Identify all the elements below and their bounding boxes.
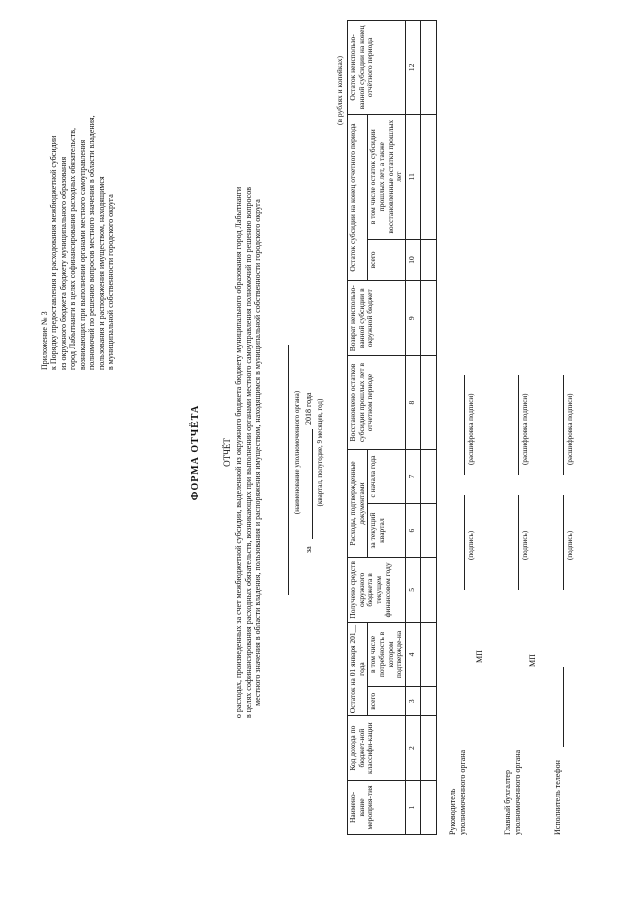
table-column-numbers-row	[405, 21, 420, 835]
appendix-line: из окружного бюджета бюджету муниципального образования	[58, 156, 68, 370]
table-cell[interactable]	[420, 281, 436, 356]
period-suffix: 2018 года	[304, 392, 313, 425]
column-number: 8	[405, 356, 420, 450]
column-number: 10	[405, 239, 420, 281]
table-cell[interactable]	[420, 449, 436, 503]
decoding-caption: (расшифровка подписи)	[521, 393, 529, 465]
period-prefix: за	[304, 546, 313, 553]
report-title: ОТЧЁТ	[222, 438, 232, 467]
executor-signature-field[interactable]	[563, 495, 564, 590]
appendix-line: полномочий по решению вопросов местного значения в области владения,	[87, 115, 97, 370]
table-cell[interactable]	[420, 716, 436, 781]
header-restored-remainders: Восстановлено остатков субсидии прошлых лет в отчетном периоде	[348, 356, 406, 450]
head-signature-field[interactable]	[464, 495, 465, 590]
header-returned-subsidy: Возврат неиспользо-ванной субсидии в окружной бюджет	[348, 281, 406, 356]
appendix-line: к Порядку предоставления и расходования межбюджетной субсидии	[49, 135, 59, 370]
header-remainder-group: Остаток на 01 января 201__ года	[348, 622, 368, 716]
stamp-mark: МП	[528, 654, 537, 667]
table-cell[interactable]	[420, 239, 436, 281]
accountant-label-line: Главный бухгалтер	[503, 770, 512, 835]
column-number: 6	[405, 504, 420, 558]
appendix-line: в муниципальной собственности городского округа	[106, 194, 116, 370]
period-row	[302, 0, 316, 905]
table-data-row	[420, 21, 436, 835]
report-subtitle-line: в целях софинансирования расходных обязательств, возникающих при выполнении органами местного самоуправления полномочий по решению вопросов	[243, 186, 253, 719]
organization-name-line	[288, 345, 289, 595]
appendix-line: Приложение № 3	[40, 311, 49, 370]
table-cell[interactable]	[420, 622, 436, 687]
executor-phone-field[interactable]	[563, 667, 564, 747]
header-remainder-total: всего	[368, 687, 406, 716]
head-signature-label	[448, 750, 467, 835]
period-field[interactable]	[312, 429, 313, 539]
appendix-line: возникающих при выполнении органами местного самоуправления	[77, 139, 87, 370]
header-received-funds: Получено средств окружного бюджета в текущем финансовом году	[348, 558, 406, 623]
header-expenses-group: Расходы, подтвержденные документами	[348, 449, 368, 557]
signature-caption: (подпись)	[467, 530, 475, 560]
column-number: 11	[405, 114, 420, 239]
stamp-mark: МП	[475, 650, 484, 663]
executor-label: Исполнитель телефон	[553, 760, 562, 835]
head-decoding-field[interactable]	[464, 375, 465, 475]
decoding-caption: (расшифровка подписи)	[467, 393, 475, 465]
header-end-total: всего	[368, 239, 406, 281]
table-cell[interactable]	[420, 356, 436, 450]
table-cell[interactable]	[420, 780, 436, 834]
header-unused-remainder: Остаток неиспользо-ванной субсидии на конец отчётного периода	[348, 21, 406, 115]
appendix-block	[40, 10, 116, 370]
appendix-line: пользования и распоряжения имуществом, находящимся	[96, 176, 106, 370]
head-label-line: уполномоченного органа	[457, 749, 467, 835]
form-title: ФОРМА ОТЧЁТА	[190, 404, 201, 501]
header-expenses-year: с начала года	[368, 449, 406, 503]
head-label-line: Руководитель	[448, 788, 457, 835]
accountant-label-line: уполномоченного органа	[512, 749, 522, 835]
table-cell[interactable]	[420, 558, 436, 623]
column-number: 4	[405, 622, 420, 687]
header-income-code: Код дохода по бюджет-ной классифи-кации	[348, 716, 406, 781]
table-cell[interactable]	[420, 21, 436, 115]
decoding-caption: (расшифровка подписи)	[566, 393, 574, 465]
column-number: 2	[405, 716, 420, 781]
accountant-signature-label	[503, 750, 522, 835]
header-remainder-confirmed: в том числе потребность в котором подтвержде-на	[368, 622, 406, 687]
units-note: (в рублях и копейках)	[335, 55, 344, 125]
column-number: 3	[405, 687, 420, 716]
report-subtitle-line: местного значения в области владения, пользования и распоряжения имуществом, находящимся в муниципальной собственности городского округа	[253, 199, 263, 706]
header-event-name: Наимено-вание мероприя-тия	[348, 780, 406, 834]
column-number: 7	[405, 449, 420, 503]
column-number: 5	[405, 558, 420, 623]
table-cell[interactable]	[420, 504, 436, 558]
table-cell[interactable]	[420, 114, 436, 239]
signature-caption: (подпись)	[521, 530, 529, 560]
header-expenses-quarter: за текущий квартал	[368, 504, 406, 558]
column-number: 9	[405, 281, 420, 356]
accountant-decoding-field[interactable]	[518, 375, 519, 475]
column-number: 1	[405, 780, 420, 834]
appendix-line: город Лабытнанги в целях софинансирования расходных обязательств,	[68, 128, 78, 370]
accountant-signature-field[interactable]	[518, 495, 519, 590]
executor-decoding-field[interactable]	[563, 375, 564, 475]
header-end-past-years: в том числе остаток субсидии прошлых лет, а также восстановленные остатки прошлых лет	[368, 114, 406, 239]
table-cell[interactable]	[420, 687, 436, 716]
organization-caption: (наименование уполномоченного органа)	[293, 390, 301, 515]
report-table	[347, 20, 437, 835]
period-caption: (квартал, полугодие, 9 месяцев, год)	[316, 398, 324, 507]
header-end-remainder-group: Остаток субсидии на конец отчетного периода	[348, 114, 368, 281]
organization-name-field[interactable]	[279, 0, 293, 905]
column-number: 12	[405, 21, 420, 115]
report-subtitle-line: о расходах, произведенных за счет межбюджетной субсидии, выделенной из окружного бюджета бюджету муниципального образования город Лабытнанги	[234, 186, 243, 719]
table-header-row	[348, 21, 368, 835]
signature-caption: (подпись)	[566, 530, 574, 560]
report-subtitle	[234, 80, 263, 825]
